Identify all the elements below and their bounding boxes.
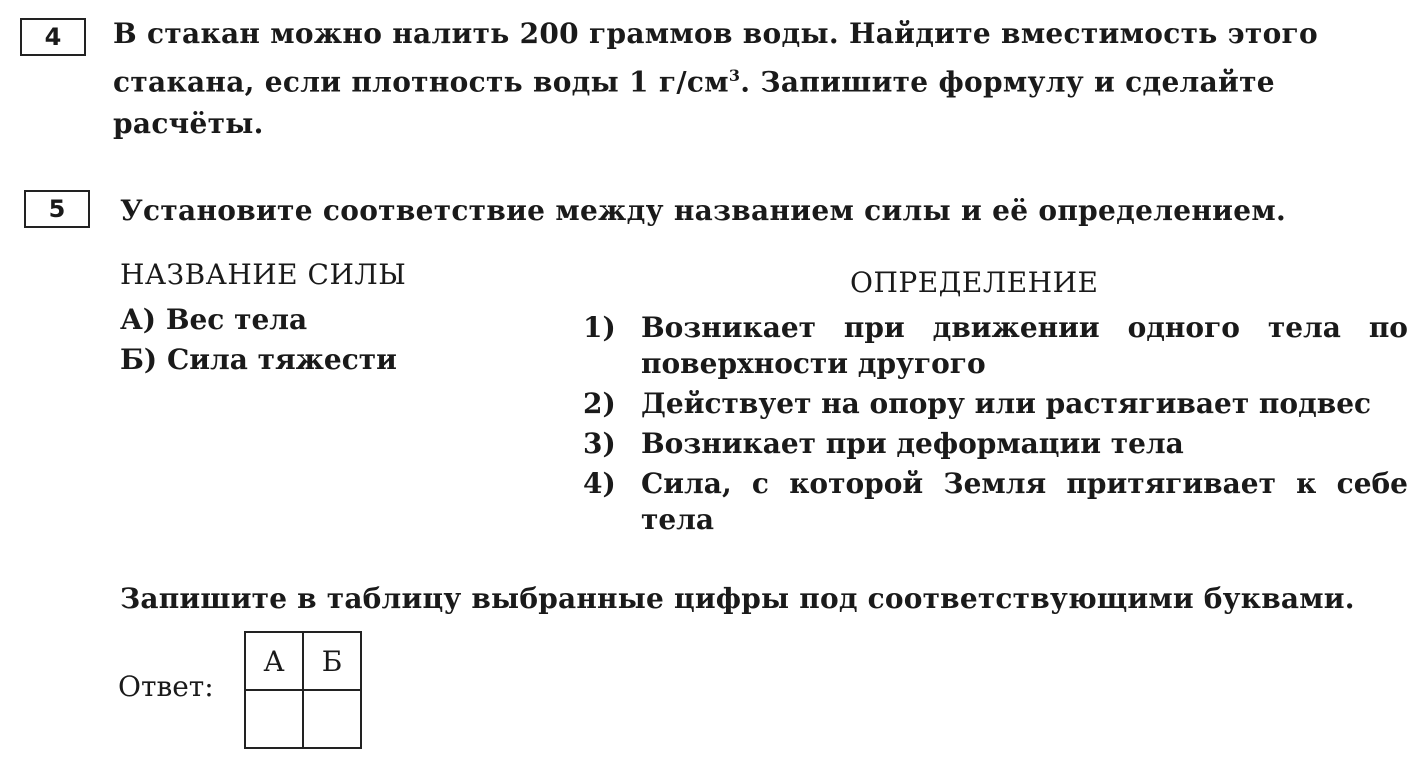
task-4-line-2 <box>113 55 1408 103</box>
task-number-4-label: 4 <box>44 23 62 51</box>
task-4-exponent: 3 <box>728 66 741 85</box>
definition-header: ОПРЕДЕЛЕНИЕ <box>850 266 1099 299</box>
force-item-b-letter: Б) <box>120 343 158 376</box>
definition-text: Действует на опору или растягивает подвес <box>641 387 1372 420</box>
task-4-line-2-before: стакана, если плотность воды 1 г/см <box>113 65 729 99</box>
definition-item-3 <box>583 426 1408 462</box>
table-instruction: Запишите в таблицу выбранные цифры под соответствующими буквами. <box>120 582 1355 615</box>
task-4-line-1: В стакан можно налить 200 граммов воды. Найдите вместимость этого <box>113 17 1318 50</box>
force-item-b <box>120 343 397 376</box>
definition-text: Возникает при деформации тела <box>641 427 1184 460</box>
force-item-a <box>120 303 307 336</box>
answer-cell-a[interactable] <box>245 690 303 748</box>
definition-number: 2) <box>583 387 616 420</box>
force-item-b-text: Сила тяжести <box>166 343 397 376</box>
definition-list <box>583 310 1408 542</box>
force-item-a-letter: А) <box>120 303 157 336</box>
task-5-prompt: Установите соответствие между названием силы и её определением. <box>120 194 1287 227</box>
definition-text: Возникает при движении одного тела по поверхности другого <box>641 311 1408 380</box>
task-4-text <box>113 13 1408 145</box>
definition-number: 4) <box>583 467 616 500</box>
force-item-a-text: Вес тела <box>165 303 308 336</box>
task-number-4 <box>20 18 86 56</box>
task-number-5 <box>24 190 90 228</box>
answer-label: Ответ: <box>118 670 214 703</box>
answer-table-header-row <box>245 632 361 690</box>
answer-cell-b[interactable] <box>303 690 361 748</box>
task-number-5-label: 5 <box>48 195 66 223</box>
answer-table-input-row <box>245 690 361 748</box>
definition-item-1 <box>583 310 1408 382</box>
definition-text: Сила, с которой Земля притягивает к себе тела <box>641 467 1408 536</box>
answer-header-b: Б <box>303 632 361 690</box>
definition-item-2 <box>583 386 1408 422</box>
answer-table <box>244 631 362 749</box>
definition-item-4 <box>583 466 1408 538</box>
answer-header-a: А <box>245 632 303 690</box>
task-4-line-2-after: . Запишите формулу и сделайте <box>740 65 1275 99</box>
definition-number: 1) <box>583 311 616 344</box>
task-4-line-3: расчёты. <box>113 107 264 141</box>
definition-number: 3) <box>583 427 616 460</box>
force-name-header: НАЗВАНИЕ СИЛЫ <box>120 258 407 291</box>
